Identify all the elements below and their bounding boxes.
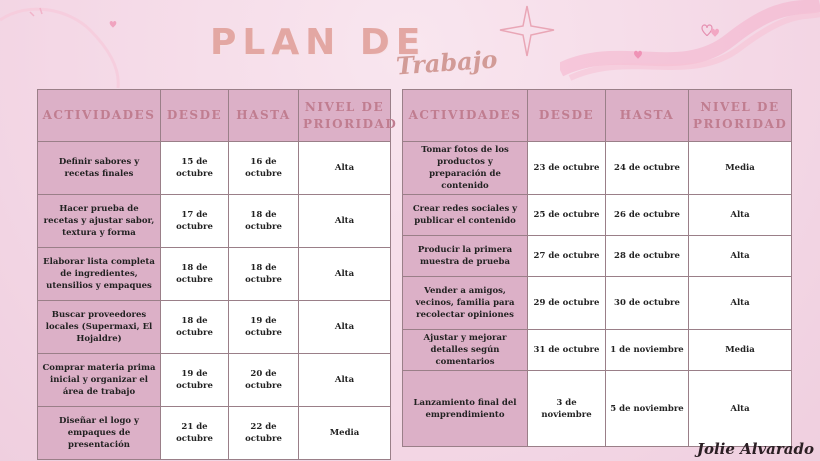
start-date-cell: 25 de octubre xyxy=(528,195,606,236)
work-plan-table-right xyxy=(402,89,792,447)
table-header-row xyxy=(403,90,792,142)
header-hasta: HASTA xyxy=(229,90,299,142)
page-subtitle: Trabajo xyxy=(395,44,499,81)
table-row xyxy=(38,354,391,407)
start-date-cell: 21 de octubre xyxy=(161,407,229,460)
heart-icon xyxy=(694,22,724,42)
work-plan-table-left xyxy=(37,89,398,460)
header-desde: DESDE xyxy=(161,90,229,142)
end-date-cell: 1 de noviembre xyxy=(606,330,689,371)
priority-cell: Media xyxy=(689,142,792,195)
activity-cell: Definir sabores y recetas finales xyxy=(38,142,161,195)
activity-cell: Comprar materia prima inicial y organizar el área de trabajo xyxy=(38,354,161,407)
start-date-cell: 18 de octubre xyxy=(161,248,229,301)
table-row xyxy=(38,142,391,195)
end-date-cell: 30 de octubre xyxy=(606,277,689,330)
priority-cell: Alta xyxy=(689,236,792,277)
end-date-cell: 5 de noviembre xyxy=(606,371,689,447)
author-signature: Jolie Alvarado xyxy=(696,440,814,458)
start-date-cell: 31 de octubre xyxy=(528,330,606,371)
pink-ribbon-decoration xyxy=(560,0,820,90)
priority-cell: Alta xyxy=(299,248,391,301)
header-actividades: ACTIVIDADES xyxy=(403,90,528,142)
end-date-cell: 20 de octubre xyxy=(229,354,299,407)
table-row xyxy=(38,195,391,248)
activity-cell: Buscar proveedores locales (Supermaxi, El Hojaldre) xyxy=(38,301,161,354)
heart-icon xyxy=(632,50,644,60)
header-desde: DESDE xyxy=(528,90,606,142)
priority-cell: Alta xyxy=(299,301,391,354)
priority-cell: Media xyxy=(299,407,391,460)
swirl-decoration xyxy=(0,0,130,90)
table-row xyxy=(403,277,792,330)
table-row xyxy=(38,407,391,460)
start-date-cell: 27 de octubre xyxy=(528,236,606,277)
table-row xyxy=(403,195,792,236)
start-date-cell: 19 de octubre xyxy=(161,354,229,407)
table-header-row xyxy=(38,90,391,142)
header-prioridad: NIVEL DE PRIORIDAD xyxy=(689,90,792,142)
activity-cell: Diseñar el logo y empaques de presentación xyxy=(38,407,161,460)
end-date-cell: 16 de octubre xyxy=(229,142,299,195)
table-row xyxy=(403,330,792,371)
table-row xyxy=(403,371,792,447)
header-prioridad: NIVEL DE PRIORIDAD xyxy=(299,90,391,142)
end-date-cell: 18 de octubre xyxy=(229,248,299,301)
start-date-cell: 15 de octubre xyxy=(161,142,229,195)
priority-cell: Alta xyxy=(689,371,792,447)
priority-cell: Alta xyxy=(689,195,792,236)
page-title: PLAN DE xyxy=(210,22,427,63)
priority-cell: Alta xyxy=(299,354,391,407)
activity-cell: Lanzamiento final del emprendimiento xyxy=(403,371,528,447)
start-date-cell: 3 de noviembre xyxy=(528,371,606,447)
header-hasta: HASTA xyxy=(606,90,689,142)
end-date-cell: 22 de octubre xyxy=(229,407,299,460)
end-date-cell: 19 de octubre xyxy=(229,301,299,354)
start-date-cell: 17 de octubre xyxy=(161,195,229,248)
activity-cell: Producir la primera muestra de prueba xyxy=(403,236,528,277)
end-date-cell: 28 de octubre xyxy=(606,236,689,277)
table-row xyxy=(38,248,391,301)
end-date-cell: 26 de octubre xyxy=(606,195,689,236)
table-row xyxy=(403,236,792,277)
start-date-cell: 18 de octubre xyxy=(161,301,229,354)
activity-cell: Ajustar y mejorar detalles según comentarios xyxy=(403,330,528,371)
priority-cell: Media xyxy=(689,330,792,371)
activity-cell: Tomar fotos de los productos y preparación de contenido xyxy=(403,142,528,195)
sparkle-star-icon xyxy=(498,4,556,58)
end-date-cell: 24 de octubre xyxy=(606,142,689,195)
start-date-cell: 29 de octubre xyxy=(528,277,606,330)
table-row xyxy=(403,142,792,195)
priority-cell: Alta xyxy=(299,142,391,195)
priority-cell: Alta xyxy=(689,277,792,330)
activity-cell: Hacer prueba de recetas y ajustar sabor, textura y forma xyxy=(38,195,161,248)
activity-cell: Crear redes sociales y publicar el contenido xyxy=(403,195,528,236)
activity-cell: Elaborar lista completa de ingredientes, utensilios y empaques xyxy=(38,248,161,301)
end-date-cell: 18 de octubre xyxy=(229,195,299,248)
table-row xyxy=(38,301,391,354)
priority-cell: Alta xyxy=(299,195,391,248)
start-date-cell: 23 de octubre xyxy=(528,142,606,195)
header-actividades: ACTIVIDADES xyxy=(38,90,161,142)
activity-cell: Vender a amigos, vecinos, familia para recolectar opiniones xyxy=(403,277,528,330)
